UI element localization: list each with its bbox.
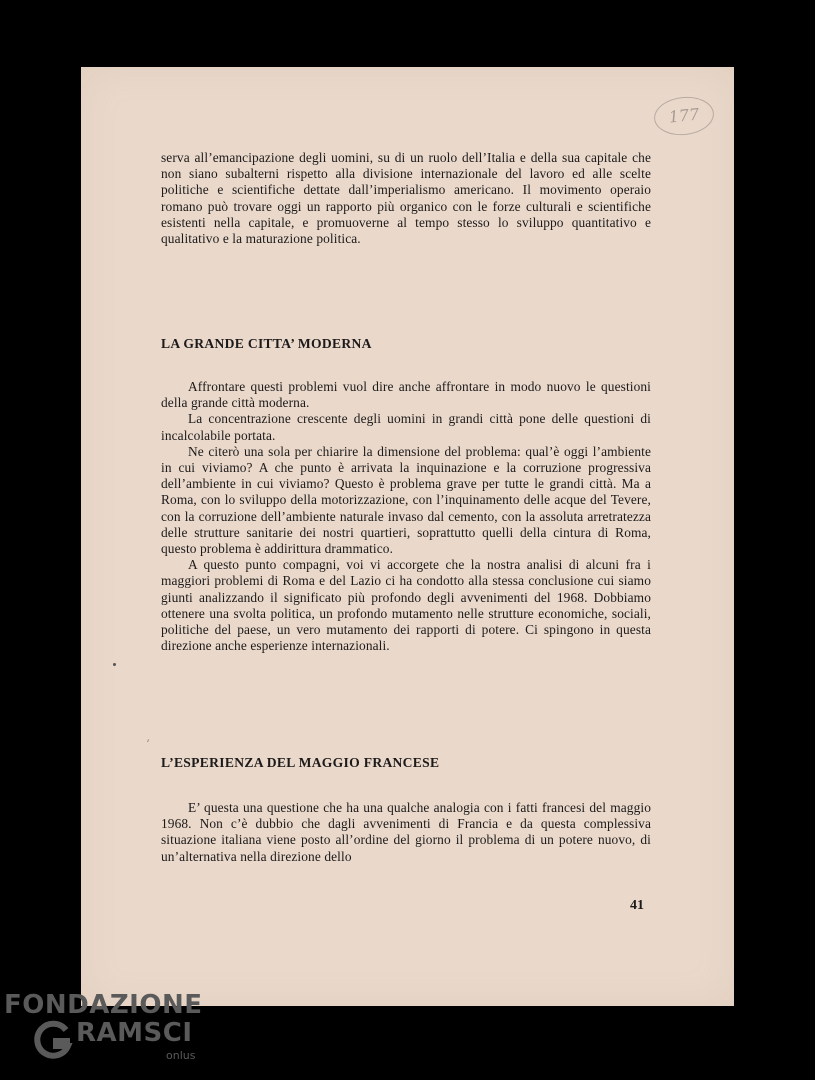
fondazione-gramsci-logo <box>4 990 214 1070</box>
logo-suffix: onlus <box>166 1049 196 1062</box>
section-maggio-francese-body <box>161 800 651 865</box>
section-grande-citta-body <box>161 379 651 654</box>
intro-paragraph: serva all’emancipazione degli uomini, su di un ruolo dell’Italia e della sua capitale che non siano subalterni rispetto alla divisione internazionale del lavoro ed alle scelte politiche e scientifiche dettate dall’imperialismo americano. Il movimento operaio romano può trovare oggi un rapporto più organico con le forze culturali e scientifiche esistenti nella capitale, e promuoverne al tempo stesso lo sviluppo quantitativo e qualitativo e la maturazione politica. <box>161 150 651 247</box>
paragraph: A questo punto compagni, voi vi accorgete che la nostra analisi di alcuni fra i maggiori problemi di Roma e del Lazio ci ha condotto alla stessa conclusione cui siamo giunti analizzando il significato più profondo degli avvenimenti del 1968. Dobbiamo ottenere una svolta politica, un profondo mutamento nelle strutture economiche, sociali, politiche del paese, un vero mutamento dei rapporti di potere. Ci spingono in questa direzione anche esperienze internazionali. <box>161 557 651 654</box>
logo-wordmark-top: FONDAZIONE <box>4 990 203 1020</box>
handwritten-page-annotation: 177 <box>652 94 716 138</box>
logo-g-icon <box>32 1020 74 1062</box>
paragraph: E’ questa una questione che ha una qualche analogia con i fatti francesi del maggio 1968. Non c’è dubbio che dagli avvenimenti di Francia e da questa complessiva situazione italiana viene posto all’ordine del giorno il problema di un potere nuovo, di un’alternativa nella direzione dello <box>161 800 651 864</box>
paragraph: Ne citerò una sola per chiarire la dimensione del problema: qual’è oggi l’ambiente in cui viviamo? A che punto è arrivata la inquinazione e la corruzione progressiva dell’ambiente in cui viviamo? Questo è problema grave per tutte le grandi città. Ma a Roma, con lo sviluppo della motorizzazione, con l’inquinamento delle acque del Tevere, con la corruzione dell’ambiente naturale invaso dal cemento, con la assoluta arretratezza delle strutture sanitarie dei nostri quartieri, soprattutto quelli della cintura di Roma, questo problema è addirittura drammatico. <box>161 443 651 557</box>
scan-speck <box>113 663 116 666</box>
paragraph: La concentrazione crescente degli uomini in grandi città pone delle questioni di incalcolabile portata. <box>161 411 651 443</box>
section-heading-grande-citta: LA GRANDE CITTA’ MODERNA <box>161 336 372 351</box>
logo-wordmark-bottom: RAMSCI <box>76 1018 193 1048</box>
paragraph: Affrontare questi problemi vuol dire anche affrontare in modo nuovo le questioni della grande città moderna. <box>161 379 651 411</box>
page-number: 41 <box>630 898 644 913</box>
scan-mark: ‘ <box>146 737 150 751</box>
intro-text <box>161 150 651 247</box>
section-heading-maggio-francese: L’ESPERIENZA DEL MAGGIO FRANCESE <box>161 755 440 770</box>
